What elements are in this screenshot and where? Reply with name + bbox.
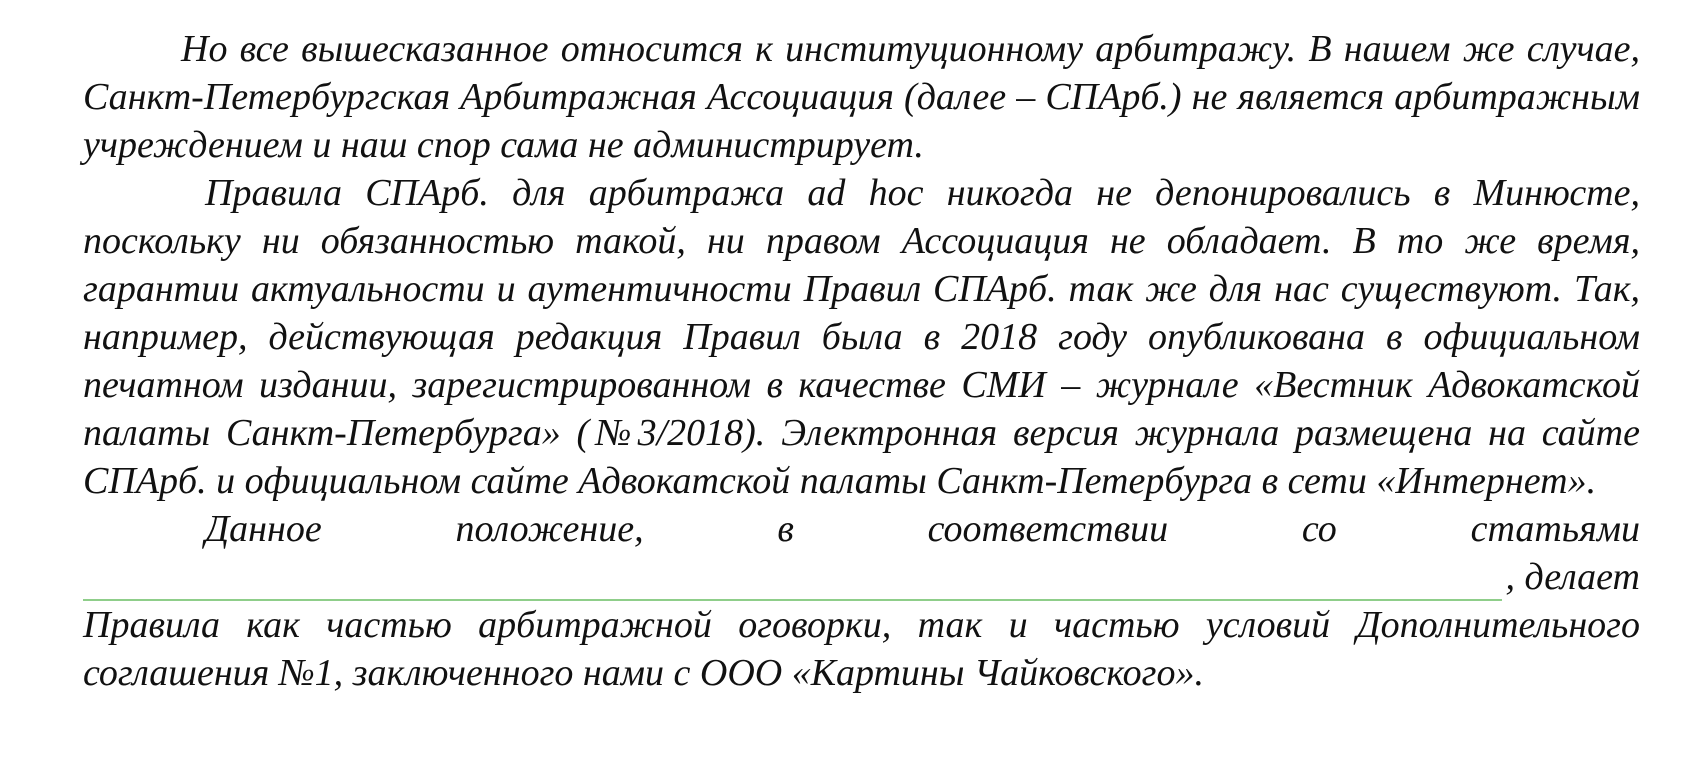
fill-in-blank-row bbox=[83, 553, 1640, 601]
fill-in-blank-line[interactable] bbox=[83, 565, 1502, 601]
paragraph-provision-lead: Данное положение, в соответствии со статьями bbox=[205, 508, 1640, 550]
paragraph-sparb-rules: Правила СПАрб. для арбитража ad hoc никогда не депонировались в Минюсте, поскольку ни обязанностью такой, ни правом Ассоциация не обладает. В то же время, гарантии актуальности и аутентичности Правил СПАрб. так же для нас существуют. Так, например, действующая редакция Правил была в 2018 году опубликована в официальном печатном издании, зарегистрированном в качестве СМИ – журнале «Вестник Адвокатской палаты Санкт-Петербурга» (№3/2018). Электронная версия журнала размещена на сайте СПАрб. и официальном сайте Адвокатской палаты Санкт-Петербурга в сети «Интернет». bbox=[83, 172, 1640, 502]
paragraph-institutional-arbitration: Но все вышесказанное относится к институционному арбитражу. В нашем же случае, Санкт-Петербургская Арбитражная Ассоциация (далее – СПАрб.) не является арбитражным учреждением и наш спор сама не администрирует. bbox=[83, 28, 1640, 166]
paragraph-provision-rest: Правила как частью арбитражной оговорки, так и частью условий Дополнительного соглашения №1, заключенного нами с ООО «Картины Чайковского». bbox=[83, 604, 1640, 694]
blank-trailing-text: , делает bbox=[1505, 556, 1640, 598]
document-body bbox=[83, 25, 1640, 697]
